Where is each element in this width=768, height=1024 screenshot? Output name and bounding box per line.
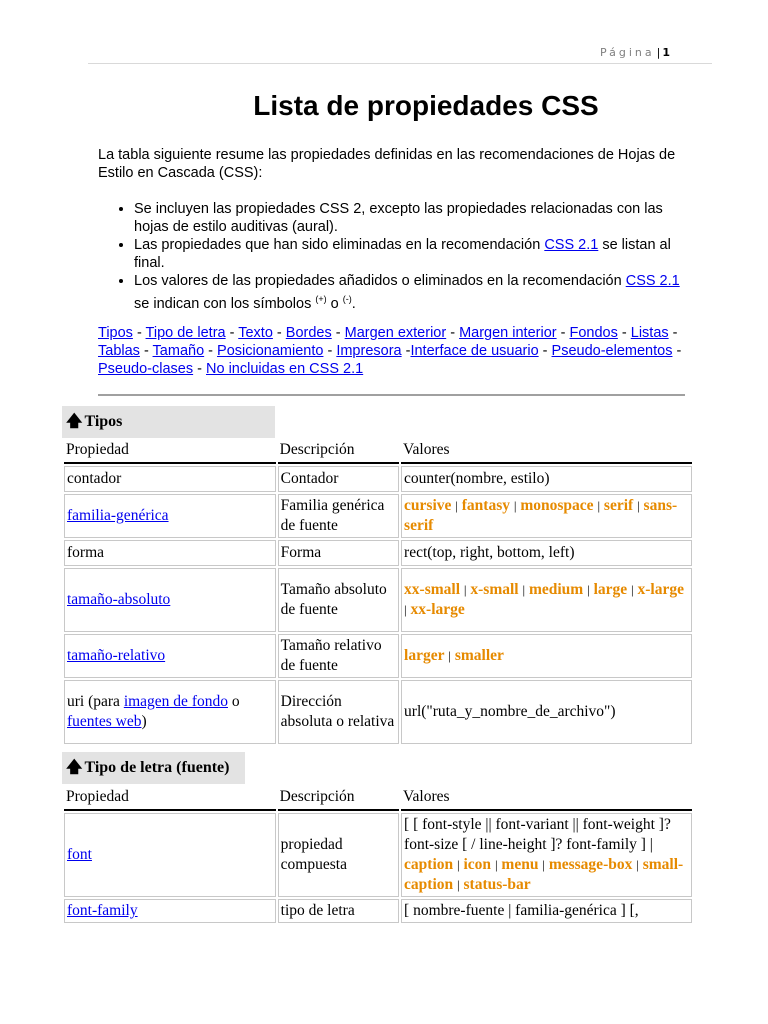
prop-link[interactable]: familia-genérica	[67, 507, 169, 524]
note-text: o	[326, 295, 343, 312]
column-header: Descripción	[278, 785, 399, 811]
section-heading-tipo-letra	[62, 752, 245, 784]
value-separator: |	[455, 498, 458, 513]
value-cell: [ nombre-fuente | familia-genérica ] [,	[401, 899, 692, 923]
desc-cell: Forma	[278, 540, 399, 566]
prop-link[interactable]: font	[67, 846, 92, 863]
page-label: Página	[600, 46, 655, 59]
desc-cell: Familia genérica de fuente	[278, 494, 399, 538]
table-row	[64, 568, 692, 632]
table-header-row	[64, 785, 692, 811]
prop-text: o	[227, 693, 240, 710]
value-cell: counter(nombre, estilo)	[401, 466, 692, 492]
value-keyword: large	[593, 581, 628, 598]
value-separator: |	[463, 582, 467, 597]
prop-cell	[64, 899, 276, 923]
page-title: Lista de propiedades CSS	[253, 90, 599, 121]
prop-cell: contador	[64, 466, 276, 492]
list-item	[134, 200, 690, 236]
intro-paragraph: La tabla siguiente resume las propiedades definidas en las recomendaciones de Hojas de Estilo en Cascada (CSS):	[98, 147, 676, 181]
value-keyword: x-large	[637, 581, 684, 598]
note-text: Las propiedades que han sido eliminadas en la recomendación	[134, 237, 545, 253]
value-cell	[401, 813, 692, 897]
prop-cell	[64, 568, 276, 632]
nav-separator: -	[617, 325, 631, 341]
nav-separator: -	[446, 325, 460, 341]
note-text: .	[351, 295, 356, 312]
nav-link-margen-exterior[interactable]: Margen exterior	[344, 325, 447, 341]
nav-separator: -	[204, 343, 218, 359]
list-item	[134, 236, 690, 272]
value-keyword: fantasy	[461, 497, 510, 514]
prop-cell	[64, 813, 276, 897]
nav-link-pseudo-elementos[interactable]: Pseudo-elementos	[551, 343, 673, 359]
value-cell	[401, 494, 692, 538]
value-keyword: x-small	[470, 581, 519, 598]
table-row	[64, 899, 692, 923]
nav-separator: -	[556, 325, 570, 341]
arrow-up-icon[interactable]: 🡅	[66, 413, 83, 430]
value-separator: |	[637, 498, 640, 513]
value-separator: |	[448, 648, 451, 663]
prop-link[interactable]: imagen de fondo	[123, 693, 228, 710]
note-text: se listan al final.	[134, 237, 671, 271]
value-keyword: smaller	[454, 647, 504, 664]
table-tipos	[62, 436, 694, 746]
value-keyword: larger	[404, 647, 445, 664]
value-separator: |	[597, 498, 601, 513]
nav-separator: -	[401, 343, 411, 359]
nav-link-bordes[interactable]: Bordes	[285, 325, 332, 341]
header-rule	[88, 63, 712, 64]
notes-list	[98, 200, 690, 313]
table-header-row	[64, 438, 692, 464]
table-row	[64, 634, 692, 678]
prop-cell	[64, 494, 276, 538]
value-keyword: message-box	[548, 856, 633, 873]
css21-link[interactable]: CSS 2.1	[625, 273, 680, 289]
table-row	[64, 813, 692, 897]
nav-link-impresora[interactable]: Impresora	[336, 343, 402, 359]
value-separator: |	[457, 877, 460, 892]
note-text: se indican con los símbolos	[134, 295, 316, 312]
nav-divider	[98, 394, 685, 396]
arrow-up-icon[interactable]: 🡅	[66, 759, 83, 776]
value-separator: |	[587, 582, 590, 597]
list-item	[134, 272, 690, 313]
nav-separator: -	[331, 325, 345, 341]
prop-text: )	[141, 713, 147, 730]
page-number: 1	[662, 46, 671, 59]
value-keyword: sans-serif	[404, 497, 678, 534]
nav-link-interfaz[interactable]: Interface de usuario	[410, 343, 539, 359]
value-keyword: xx-large	[410, 601, 465, 618]
column-header: Valores	[401, 438, 692, 464]
value-separator: |	[542, 857, 545, 872]
column-header: Valores	[401, 785, 692, 811]
value-keyword: caption	[404, 856, 454, 873]
nav-link-tablas[interactable]: Tablas	[98, 343, 140, 359]
page-header	[600, 46, 710, 59]
nav-link-pseudo-clases[interactable]: Pseudo-clases	[98, 361, 194, 377]
prop-link[interactable]: tamaño-absoluto	[67, 591, 171, 608]
desc-cell: propiedad compuesta	[278, 813, 399, 897]
value-separator: |	[404, 602, 407, 617]
nav-link-listas[interactable]: Listas	[630, 325, 669, 341]
value-keyword: serif	[603, 497, 634, 514]
prop-cell	[64, 680, 276, 744]
table-row	[64, 680, 692, 744]
nav-link-tipos[interactable]: Tipos	[98, 325, 133, 341]
nav-link-posicionamiento[interactable]: Posicionamiento	[217, 343, 324, 359]
value-separator: |	[513, 498, 517, 513]
section-heading-label: Tipos	[84, 413, 123, 430]
table-row	[64, 540, 692, 566]
value-separator: |	[457, 857, 460, 872]
prop-cell	[64, 634, 276, 678]
nav-link-texto[interactable]: Texto	[238, 325, 273, 341]
section-nav	[98, 324, 692, 378]
value-keyword: small-caption	[404, 856, 684, 893]
plus-symbol: (+)	[315, 294, 327, 304]
nav-link-fondos[interactable]: Fondos	[569, 325, 618, 341]
nav-separator: -	[672, 343, 682, 359]
value-keyword: cursive	[404, 497, 452, 514]
nav-separator: -	[668, 325, 678, 341]
table-tipo-letra	[62, 783, 694, 925]
column-header: Propiedad	[64, 785, 276, 811]
desc-cell: Dirección absoluta o relativa	[278, 680, 399, 744]
nav-link-tamano[interactable]: Tamaño	[152, 343, 205, 359]
section-heading-tipos	[62, 406, 275, 438]
nav-separator: -	[225, 325, 239, 341]
value-separator: |	[494, 857, 498, 872]
prop-link[interactable]: fuentes web	[67, 713, 142, 730]
value-keyword: monospace	[520, 497, 594, 514]
value-cell	[401, 568, 692, 632]
note-text: Se incluyen las propiedades CSS 2, excepto las propiedades relacionadas con las hojas de estilo auditivas (aural).	[134, 201, 663, 235]
table-row	[64, 494, 692, 538]
column-header: Descripción	[278, 438, 399, 464]
nav-separator: -	[272, 325, 286, 341]
prop-cell: forma	[64, 540, 276, 566]
nav-separator: -	[132, 325, 146, 341]
nav-separator: -	[538, 343, 552, 359]
desc-cell: tipo de letra	[278, 899, 399, 923]
section-heading-label: Tipo de letra (fuente)	[84, 759, 230, 776]
desc-cell: Contador	[278, 466, 399, 492]
nav-link-margen-interior[interactable]: Margen interior	[459, 325, 557, 341]
nav-separator: -	[193, 361, 206, 377]
nav-separator: -	[139, 343, 153, 359]
value-text: [ [ font-style || font-variant || font-weight ]? font-size [ / line-height ]? font-family ] |	[404, 816, 671, 853]
nav-separator: -	[323, 343, 337, 359]
value-separator: |	[631, 582, 634, 597]
desc-cell: Tamaño absoluto de fuente	[278, 568, 399, 632]
value-keyword: menu	[501, 856, 539, 873]
page-separator: |	[656, 46, 661, 59]
nav-link-tipo-letra[interactable]: Tipo de letra	[145, 325, 226, 341]
nav-link-no-incluidas[interactable]: No incluidas en CSS 2.1	[206, 361, 364, 377]
minus-symbol: (-)	[342, 294, 352, 304]
desc-cell: Tamaño relativo de fuente	[278, 634, 399, 678]
table-row	[64, 466, 692, 492]
prop-link[interactable]: tamaño-relativo	[67, 647, 166, 664]
css21-link[interactable]: CSS 2.1	[544, 237, 599, 253]
value-keyword: medium	[528, 581, 584, 598]
value-cell: rect(top, right, bottom, left)	[401, 540, 692, 566]
value-keyword: xx-small	[404, 581, 461, 598]
value-separator: |	[522, 582, 526, 597]
value-separator: |	[636, 857, 639, 872]
prop-link[interactable]: font-family	[67, 902, 138, 919]
value-cell: url("ruta_y_nombre_de_archivo")	[401, 680, 692, 744]
value-keyword: icon	[463, 856, 492, 873]
column-header: Propiedad	[64, 438, 276, 464]
note-text: Los valores de las propiedades añadidos o eliminados en la recomendación	[134, 273, 626, 289]
value-keyword: status-bar	[463, 876, 531, 893]
prop-text: uri (para	[67, 693, 124, 710]
value-cell	[401, 634, 692, 678]
